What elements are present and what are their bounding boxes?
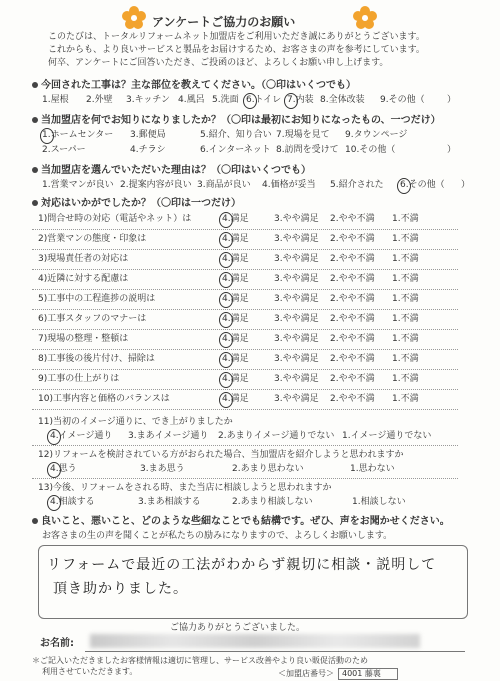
q2-opt-3[interactable]: 3.郵便局: [130, 130, 166, 140]
q5-subtitle: お客さまの生の声を聞くことが私たちの励みになりますので、よろしくお願いします。: [42, 531, 393, 541]
rating-selected-mark: [219, 232, 233, 248]
intro-line-1: このたびは、トータルリフォームネット加盟店をご利用いただき誠にありがとうございます。: [48, 32, 425, 42]
intro-line-2: これからも、より良いサービスと製品をお届けするため、お客さまの声を参考にしています。: [48, 45, 425, 55]
store-number: 4001: [342, 669, 363, 678]
q1-title: 今回された工事は？主な部位を教えてください。（〇印はいくつでも）: [32, 80, 356, 92]
rating-option[interactable]: 3.やや満足: [274, 214, 319, 224]
q2-opt-10-close: ）: [447, 145, 457, 155]
rating-option[interactable]: 3.やや満足: [274, 234, 319, 244]
rating-row-divider: [32, 409, 458, 410]
name-label: お名前:: [40, 638, 74, 649]
rating-row-label: 7)現場の整理・整頓は: [38, 334, 129, 344]
rating-option[interactable]: 3.やや満足: [274, 254, 319, 264]
rating-option[interactable]: 3.やや満足: [274, 294, 319, 304]
rating-row-divider: [32, 329, 458, 330]
q1-opt-4[interactable]: 4.風呂: [178, 95, 205, 105]
q1-opt-6[interactable]: 6.トイレ: [246, 95, 282, 105]
rating-row-label: 2)営業マンの態度・印象は: [38, 234, 147, 244]
rating-option[interactable]: 1.不満: [392, 334, 419, 344]
rating-selected-mark: [219, 272, 233, 288]
q13-opt-3[interactable]: 3.まあ相談する: [138, 497, 201, 507]
rating-row-divider: [32, 389, 458, 390]
rating-option[interactable]: 3.やや満足: [274, 394, 319, 404]
privacy-line-2: 利用させていただきます。: [42, 667, 138, 676]
thanks-text: ご協力ありがとうございました。: [170, 623, 306, 633]
intro-line-3: 何卒、アンケートにご回答いただき、ご投函のほど、よろしくお願い申し上げます。: [48, 58, 389, 68]
rating-option[interactable]: 4.満足: [222, 254, 249, 264]
rating-row-divider: [32, 269, 458, 270]
q3-opt-3[interactable]: 3.商品が良い: [197, 180, 251, 190]
q12-opt-1[interactable]: 1.思わない: [350, 464, 395, 474]
privacy-line-1: ＊ご記入いただきましたお客様情報は適切に管理し、サービス改善やより良い販促活動のため: [32, 656, 368, 665]
q12-opt-4[interactable]: 4.思う: [50, 464, 77, 474]
name-value-redacted: [90, 634, 420, 648]
q1-opt-1[interactable]: 1.屋根: [42, 95, 69, 105]
q1-opt-7[interactable]: 7.内装: [287, 95, 314, 105]
rating-row-label: 6)工事スタッフのマナーは: [38, 314, 147, 324]
q1-opt-2[interactable]: 2.外壁: [86, 95, 113, 105]
rating-selected-mark: [219, 292, 233, 308]
rating-option[interactable]: 4.満足: [222, 214, 249, 224]
rating-row-divider: [32, 289, 458, 290]
q13-selected-mark: [47, 495, 61, 511]
rating-option[interactable]: 1.不満: [392, 254, 419, 264]
rating-option[interactable]: 4.満足: [222, 274, 249, 284]
q2-opt-8[interactable]: 8.訪問を受けて: [276, 145, 339, 155]
name-underline: [85, 651, 465, 652]
store-number-box: [338, 668, 398, 680]
q5-title: 良いこと、悪いこと、どのような些細なことでも結構です。ぜひ、声をお聞かせください。: [32, 516, 450, 528]
rating-option[interactable]: 3.やや満足: [274, 314, 319, 324]
rating-option[interactable]: 3.やや満足: [274, 354, 319, 364]
rating-option[interactable]: 3.やや満足: [274, 374, 319, 384]
rating-option[interactable]: 2.やや不満: [330, 314, 375, 324]
rating-selected-mark: [219, 372, 233, 388]
q11-opt-1[interactable]: 1.イメージ通りでない: [342, 431, 432, 441]
store-label: ＜加盟店番号＞: [278, 669, 334, 678]
rating-option[interactable]: 4.満足: [222, 314, 249, 324]
q11-opt-3[interactable]: 3.まあイメージ通り: [128, 431, 209, 441]
rating-option[interactable]: 1.不満: [392, 374, 419, 384]
rating-row-label: 8)工事後の後片付け、掃除は: [38, 354, 155, 364]
rating-option[interactable]: 4.満足: [222, 234, 249, 244]
q1-opt-9[interactable]: 9.その他（: [380, 95, 425, 105]
q3-opt-6[interactable]: 6.その他（: [400, 180, 445, 190]
q11-opt-4[interactable]: 4.イメージ通り: [50, 431, 113, 441]
rating-option[interactable]: 2.やや不満: [330, 214, 375, 224]
rating-option[interactable]: 2.やや不満: [330, 334, 375, 344]
rating-row-divider: [32, 229, 458, 230]
rating-selected-mark: [219, 252, 233, 268]
rating-option[interactable]: 1.不満: [392, 354, 419, 364]
q12-text: 12)リフォームを検討されている方がおられた場合、当加盟店を紹介しようと思われますか: [38, 450, 404, 460]
q2-opt-5[interactable]: 5.紹介、知り合い: [200, 130, 272, 140]
q3-opt-5[interactable]: 5.紹介された: [330, 180, 384, 190]
rating-row-divider: [32, 349, 458, 350]
q3-title: 当加盟店を選んでいただいた理由は？（〇印はいくつでも）: [32, 165, 311, 177]
rating-row-label: 5)工事中の工程進捗の説明は: [38, 294, 156, 304]
rating-option[interactable]: 1.不満: [392, 314, 419, 324]
rating-option[interactable]: 4.満足: [222, 334, 249, 344]
rating-row-label: 9)工事の仕上がりは: [38, 374, 120, 384]
rating-option[interactable]: 1.不満: [392, 234, 419, 244]
flower-icon-right: [353, 6, 377, 30]
q3-opt-1[interactable]: 1.営業マンが良い: [42, 180, 114, 190]
rating-option[interactable]: 2.やや不満: [330, 354, 375, 364]
rating-row-label: 3)現場責任者の対応は: [38, 254, 129, 264]
rating-option[interactable]: 3.やや満足: [274, 334, 319, 344]
page-title: アンケートご協力のお願い: [152, 15, 296, 29]
rating-selected-mark: [219, 312, 233, 328]
rating-option[interactable]: 1.不満: [392, 214, 419, 224]
q11-selected-mark: [47, 429, 61, 445]
q3-opt-4[interactable]: 4.価格が妥当: [262, 180, 316, 190]
q2-opt-9[interactable]: 9.タウンページ: [345, 130, 408, 140]
q2-opt-2[interactable]: 2.スーパー: [42, 145, 86, 155]
comment-box[interactable]: [38, 545, 468, 619]
q13-opt-2[interactable]: 2.あまり相談しない: [232, 497, 313, 507]
rating-option[interactable]: 2.やや不満: [330, 254, 375, 264]
q1-selected-mark-1: [243, 93, 257, 109]
q11-opt-2[interactable]: 2.あまりイメージ通りでない: [218, 431, 335, 441]
rating-option[interactable]: 1.不満: [392, 394, 419, 404]
q2-opt-6[interactable]: 6.インターネット: [200, 145, 271, 155]
rating-option[interactable]: 3.やや満足: [274, 274, 319, 284]
q13-text: 13)今後、リフォームをされる時、また当店に相談しようと思われますか: [38, 483, 332, 493]
q2-title: 当加盟店を何でお知りになりましたか？（〇印は最初にお知りになったもの、一つだけ）: [32, 115, 441, 127]
divider: [32, 478, 458, 479]
rating-option[interactable]: 4.満足: [222, 294, 249, 304]
q13-opt-4[interactable]: 4.相談する: [50, 497, 95, 507]
rating-selected-mark: [219, 352, 233, 368]
store-name: 藤裏: [364, 669, 381, 678]
rating-row-label: 10)工事内容と価格のバランスは: [38, 394, 170, 404]
rating-row-label: 4)近隣に対する配慮は: [38, 274, 129, 284]
comment-line-2: 頂き助かりました。: [53, 581, 188, 597]
rating-option[interactable]: 2.やや不満: [330, 274, 375, 284]
q3-opt-6-close: ）: [461, 180, 471, 190]
q2-selected-mark: [40, 128, 54, 144]
q12-opt-3[interactable]: 3.まあ思う: [140, 464, 185, 474]
q2-opt-7[interactable]: 7.現場を見て: [276, 130, 330, 140]
rating-option[interactable]: 2.やや不満: [330, 374, 375, 384]
q1-selected-mark-2: [284, 93, 298, 109]
q2-opt-1[interactable]: 1.ホームセンター: [42, 130, 114, 140]
rating-selected-mark: [219, 392, 233, 408]
q2-opt-4[interactable]: 4.チラシ: [130, 145, 166, 155]
q4-title: 対応はいかがでしたか？（〇印は一つだけ）: [32, 198, 241, 210]
rating-option[interactable]: 1.不満: [392, 294, 419, 304]
comment-line-1: リフォームで最近の工法がわからず親切に相談・説明して: [47, 557, 437, 573]
rating-option[interactable]: 2.やや不満: [330, 394, 375, 404]
q2-opt-10[interactable]: 10.その他（: [345, 145, 396, 155]
flower-icon-left: [122, 6, 146, 30]
q11-text: 11)当初のイメージ通りに、でき上がりましたか: [38, 417, 233, 427]
q1-opt-5[interactable]: 5.洗面: [212, 95, 239, 105]
rating-row-label: 1)問合せ時の対応（電話やネット）は: [38, 214, 192, 224]
q1-opt-3[interactable]: 3.キッチン: [126, 95, 170, 105]
q3-opt-2[interactable]: 2.提案内容が良い: [120, 180, 192, 190]
q13-opt-1[interactable]: 1.相談しない: [352, 497, 406, 507]
divider: [32, 445, 458, 446]
q3-selected-mark: [397, 178, 411, 194]
q1-opt-8[interactable]: 8.全体改装: [320, 95, 365, 105]
rating-option[interactable]: 4.満足: [222, 374, 249, 384]
rating-option[interactable]: 2.やや不満: [330, 234, 375, 244]
rating-option[interactable]: 4.満足: [222, 394, 249, 404]
q12-selected-mark: [47, 462, 61, 478]
rating-option[interactable]: 4.満足: [222, 354, 249, 364]
rating-row-divider: [32, 369, 458, 370]
q1-opt-9-close: ）: [447, 95, 457, 105]
q12-opt-2[interactable]: 2.あまり思わない: [232, 464, 304, 474]
rating-selected-mark: [219, 332, 233, 348]
rating-row-divider: [32, 249, 458, 250]
rating-option[interactable]: 2.やや不満: [330, 294, 375, 304]
rating-selected-mark: [219, 212, 233, 228]
rating-row-divider: [32, 309, 458, 310]
rating-option[interactable]: 1.不満: [392, 274, 419, 284]
